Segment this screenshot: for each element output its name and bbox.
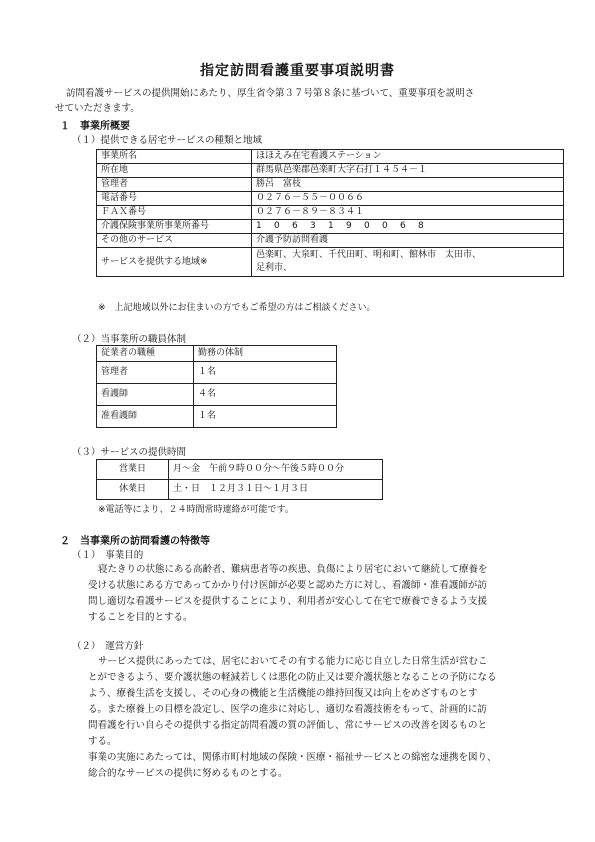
- purpose-line-4: することを目的とする。: [88, 612, 193, 623]
- table-row: [97, 460, 383, 480]
- job-cell: 准看護師: [97, 406, 194, 428]
- office-number-digit: 6: [400, 221, 406, 231]
- hours-cell: 月～金 午前９時００分～午後５時００分: [169, 460, 383, 480]
- policy-line-8: 総合的なサービスの提供に努めるものとする。: [88, 768, 288, 779]
- table-row: [97, 480, 383, 500]
- label-cell: 事業所名: [97, 150, 252, 164]
- section-2-1-heading: （１） 事業目的: [72, 550, 144, 561]
- policy-line-3: よう、療養生活を支援し、その心身の機能と生活機能の維持回復又は向上をめざすものとす: [88, 688, 478, 699]
- label-cell: ＦＡＸ番号: [97, 206, 252, 220]
- contact-note: ※電話等により、２４時間常時連絡が可能です。: [98, 505, 294, 515]
- section-2-2-heading: （２） 運営方針: [72, 641, 144, 652]
- office-number-digit: 1: [328, 221, 334, 231]
- section-1-1-heading: （１）提供できる居宅サービスの種類と地域: [72, 135, 263, 146]
- office-number-digit: 3: [310, 221, 316, 231]
- job-cell: 看護師: [97, 384, 194, 406]
- office-number-digit: 0: [364, 221, 370, 231]
- table-row: [97, 178, 564, 192]
- service-area-line-2: 足利市、: [256, 263, 293, 273]
- staff-table: [96, 345, 337, 428]
- label-cell: サービスを提供する地域※: [97, 248, 252, 277]
- value-cell: ほほえみ在宅看護ステーション: [252, 150, 564, 164]
- value-cell: 群馬県邑楽郡邑楽町大字石打１４５４－１: [252, 164, 564, 178]
- label-cell: その他のサービス: [97, 234, 252, 248]
- intro-line-2: せていただきます。: [55, 103, 140, 114]
- document-title: 指定訪問看護重要事項説明書: [200, 63, 395, 79]
- office-overview-table: [96, 149, 564, 277]
- hours-cell: 土・日 １２月３１日～１月３日: [169, 480, 383, 500]
- table-row: [97, 248, 564, 277]
- office-number-digit: 0: [274, 221, 280, 231]
- header-cell: 勤務の体制: [194, 346, 337, 362]
- intro-line-1: 訪問看護サービスの提供開始にあたり、厚生省令第３７号第８条に基づいて、重要事項を説明さ: [66, 88, 475, 99]
- policy-line-7: 事業の実施にあたっては、関係市町村地域の保険・医療・福祉サービスとの綿密な連携を図り、: [88, 752, 497, 763]
- value-cell: ０２７６－８９－８３４１: [252, 206, 564, 220]
- service-area-cell: [252, 248, 564, 277]
- office-number-digit: 1: [256, 221, 262, 231]
- service-area-note: ※ 上記地域以外にお住まいの方でもご希望の方はご相談ください。: [98, 303, 376, 313]
- policy-line-2: とができるよう、要介護状態の軽減若しくは悪化の防止又は要介護状態となることの予防になる: [88, 672, 497, 683]
- policy-line-4: る。また療養上の目標を設定し、医学の進歩に対応し、適切な看護技術をもって、計画的に訪: [88, 704, 487, 715]
- section-1-heading: １ 事業所概要: [60, 121, 130, 132]
- service-hours-table: [96, 459, 383, 500]
- day-type-cell: 営業日: [97, 460, 169, 480]
- label-cell: 介護保険事業所事業所番号: [97, 220, 252, 234]
- header-cell: 従業者の職種: [97, 346, 194, 362]
- policy-line-6: する。: [88, 736, 117, 747]
- value-cell: 勝呂 富枝: [252, 178, 564, 192]
- count-cell: ４名: [194, 384, 337, 406]
- section-1-2-heading: （２）当事業所の職員体制: [72, 334, 187, 345]
- table-row: [97, 384, 337, 406]
- count-cell: １名: [194, 406, 337, 428]
- value-cell: 介護予防訪問看護: [252, 234, 564, 248]
- office-number-digit: 9: [346, 221, 352, 231]
- purpose-line-3: 問し適切な看護サービスを提供することにより、利用者が安心して在宅で療養できるよう支援: [88, 596, 488, 607]
- purpose-line-2: 受ける状態にある方であってかかり付け医師が必要と認めた方に対し、看護師・准看護師が訪: [88, 580, 487, 591]
- section-2-heading: ２ 当事業所の訪問看護の特徴等: [60, 536, 210, 547]
- job-cell: 管理者: [97, 362, 194, 384]
- table-row: [97, 206, 564, 220]
- table-row: [97, 234, 564, 248]
- table-row: [97, 406, 337, 428]
- purpose-line-1: 寝たきりの状態にある高齢者、難病患者等の疾患、負傷により居宅において継続して療養を: [98, 564, 488, 575]
- table-row: [97, 164, 564, 178]
- policy-line-1: サービス提供にあったては、居宅においてその有する能力に応じ自立した日常生活が営むこ: [98, 656, 488, 667]
- label-cell: 電話番号: [97, 192, 252, 206]
- value-cell: ０２７６－５５－００６６: [252, 192, 564, 206]
- table-row: [97, 192, 564, 206]
- office-number-cell: [252, 220, 564, 234]
- label-cell: 管理者: [97, 178, 252, 192]
- label-cell: 所在地: [97, 164, 252, 178]
- office-number-digit: 6: [292, 221, 298, 231]
- section-1-3-heading: （３）サービスの提供時間: [72, 447, 187, 458]
- policy-line-5: 問看護を行い自らその提供する指定訪問看護の質の評価し、常にサービスの改善を図るものと: [88, 720, 488, 731]
- table-header-row: [97, 346, 337, 362]
- service-area-line-1: 邑楽町、大泉町、千代田町、明和町、館林市 太田市、: [256, 250, 482, 260]
- table-row: [97, 362, 337, 384]
- day-type-cell: 休業日: [97, 480, 169, 500]
- count-cell: １名: [194, 362, 337, 384]
- office-number-digit: 0: [382, 221, 388, 231]
- office-number-digit: 8: [418, 221, 424, 231]
- table-row: [97, 150, 564, 164]
- table-row: [97, 220, 564, 234]
